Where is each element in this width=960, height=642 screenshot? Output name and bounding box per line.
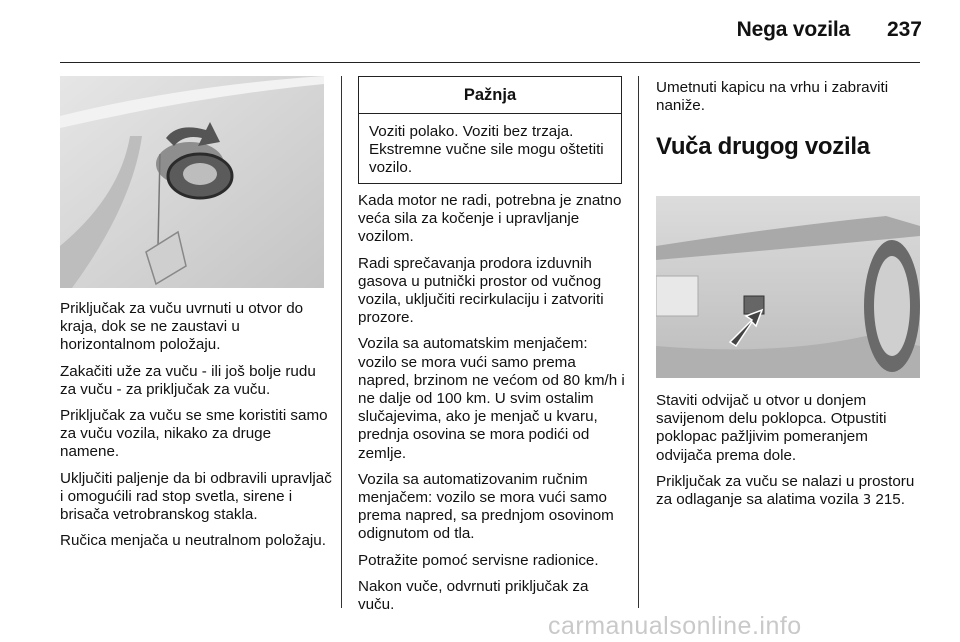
paragraph: Umetnuti kapicu na vrhu i zabraviti naniže.	[656, 79, 889, 115]
caution-heading: Pažnja	[359, 77, 621, 114]
page-section-title: Nega vozila	[736, 18, 850, 41]
column-1-text	[60, 300, 332, 558]
paragraph: Priključak za vuču uvrnuti u otvor do kraja, dok se ne zaustavi u horizontalnom položaju.	[60, 300, 304, 354]
paragraph: Vozila sa automatskim menjačem: vozilo se mora vući samo prema napred, brzinom ne većom od 80 km/h i ne dalje od 100 km. U svim ostalim slučajevima, ako je menjač u kvaru, prednja osovina se mora podići od zemlje.	[358, 335, 625, 462]
column-divider	[638, 76, 639, 608]
tow-eye-installation-illustration	[60, 76, 324, 288]
triangle-reference-icon: 3	[862, 493, 872, 509]
page-reference[interactable]: 215.	[875, 491, 905, 509]
paragraph: Nakon vuče, odvrnuti priključak za vuču.	[358, 577, 589, 614]
caution-notice-box	[358, 76, 622, 184]
watermark: carmanualsonline.info	[548, 612, 802, 640]
header-rule	[60, 62, 920, 63]
paragraph: Kada motor ne radi, potrebna je znatno veća sila za kočenje i upravljanje vozilom.	[358, 192, 622, 246]
paragraph: Staviti odvijač u otvor u donjem savijenom delu poklopca. Otpustiti poklopac pažljivim pomeranjem odvijača prema dole.	[656, 392, 887, 464]
section-heading: Vuča drugog vozila	[656, 133, 870, 160]
paragraph-text: Priključak za vuču se nalazi u prostoru za odlaganje sa alatima vozila	[656, 472, 915, 509]
column-2-text	[358, 192, 628, 622]
paragraph: Priključak za vuču se sme koristiti samo za vuču vozila, nikako za druge namene.	[60, 407, 328, 461]
paragraph: Zakačiti uže za vuču - ili još bolje rudu za vuču - za priključak za vuču.	[60, 362, 316, 398]
rear-tow-cover-illustration	[656, 196, 920, 378]
paragraph: Uključiti paljenje da bi odbravili upravljač i omogućili rad stop svetla, sirene i brisača vetrobranskog stakla.	[60, 469, 332, 524]
column-3-intro	[656, 79, 924, 123]
page-number: 237	[886, 18, 922, 41]
paragraph: Ručica menjača u neutralnom položaju.	[60, 532, 326, 550]
column-divider	[341, 76, 342, 608]
paragraph-with-reference	[656, 473, 924, 510]
column-3-text	[656, 392, 924, 518]
paragraph: Vozila sa automatizovanim ručnim menjačem: vozilo se mora vući samo prema napred, sa prednjom osovinom odignutom od tla.	[358, 470, 614, 543]
paragraph: Radi sprečavanja prodora izduvnih gasova u putnički prostor od vučnog vozila, uključiti recirkulaciju i zatvoriti prozore.	[358, 254, 604, 327]
caution-text: Voziti polako. Voziti bez trzaja. Ekstremne vučne sile mogu oštetiti vozilo.	[369, 123, 604, 177]
paragraph: Potražite pomoć servisne radionice.	[358, 551, 599, 569]
